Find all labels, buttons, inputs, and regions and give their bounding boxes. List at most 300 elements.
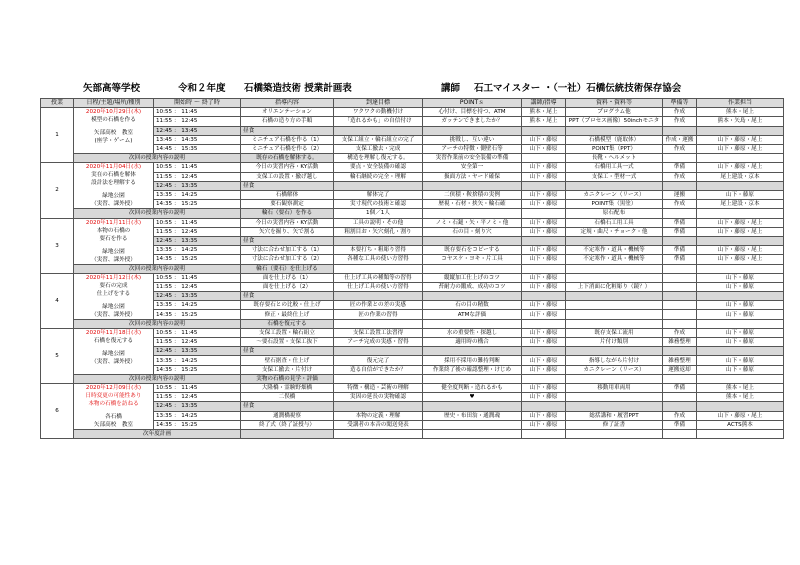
goal-cell: 造る自信ができたか？ xyxy=(334,365,423,374)
content-cell: 昼食 xyxy=(241,181,334,190)
points-cell: ATMな評価 xyxy=(423,310,522,319)
staff-cell xyxy=(522,292,566,301)
goal-cell: 受講者の本音の聞送発表 xyxy=(334,420,423,429)
lesson-number: 6 xyxy=(41,384,74,439)
worker-cell: 熊本・尾上 xyxy=(697,393,784,402)
goal-cell: 実因の延長の実物確認 xyxy=(334,393,423,402)
col-header-schedule: 日程/主題/場所/種別 xyxy=(74,99,154,108)
preparation-cell: 作成 xyxy=(663,117,697,126)
materials-cell: 原石配布 xyxy=(566,209,663,218)
next-class-label: 次回の授業内容の説明 xyxy=(74,209,241,218)
goal-cell: 構造を理解し復元する。 xyxy=(334,154,423,163)
col-header-staff: 講師/指導 xyxy=(522,99,566,108)
time-cell: 12:45 ： 13:35 xyxy=(154,292,241,301)
session-title: 実在の石橋を解体 設計法を理解する xyxy=(91,172,136,187)
materials-cell xyxy=(566,236,663,245)
lesson-number: 3 xyxy=(41,218,74,273)
materials-cell xyxy=(566,292,663,301)
materials-cell xyxy=(566,301,663,310)
content-cell: 既存要石との比較・仕上げ xyxy=(241,301,334,310)
materials-cell: 石橋模型（鹿取体） xyxy=(566,135,663,144)
materials-cell xyxy=(566,273,663,282)
staff-cell: 山下・藤原 xyxy=(522,282,566,291)
goal-cell: 特徴・構造・芸術の理解 xyxy=(334,384,423,393)
points-cell xyxy=(423,181,522,190)
content-cell: 石橋解体 xyxy=(241,190,334,199)
worker-cell xyxy=(697,319,784,328)
materials-cell xyxy=(566,264,663,273)
preparation-cell xyxy=(663,347,697,356)
points-cell xyxy=(423,126,522,135)
col-header-time: 開始時 ～ 終了時 xyxy=(154,99,241,108)
goal-cell xyxy=(334,374,423,383)
preparation-cell: 準備 xyxy=(663,255,697,264)
col-header-lesson: 授業 xyxy=(41,99,74,108)
time-cell: 14:35 ： 15:25 xyxy=(154,310,241,319)
goal-cell: 1個／1人 xyxy=(334,209,423,218)
session-info xyxy=(74,108,154,154)
content-cell: 輪石（要石）を作る xyxy=(241,209,334,218)
worker-cell: 山下・藤原・尾上 xyxy=(697,227,784,236)
materials-cell: 移動用車両用 xyxy=(566,384,663,393)
staff-cell: 山下・藤原 xyxy=(522,163,566,172)
preparation-cell xyxy=(663,301,697,310)
materials-cell xyxy=(566,181,663,190)
staff-cell: 山下・藤原 xyxy=(522,144,566,153)
content-cell: 修正・最終仕上げ xyxy=(241,310,334,319)
materials-cell: 定規・曲尺・チョーク・他 xyxy=(566,227,663,236)
table-row xyxy=(41,154,784,163)
materials-cell: 修了証書 xyxy=(566,420,663,429)
content-cell: オリエンテーション xyxy=(241,108,334,117)
materials-cell: 不定寒作・道具・機械等 xyxy=(566,255,663,264)
table-row xyxy=(41,264,784,273)
table-row xyxy=(41,319,784,328)
goal-cell: 「造れるかも」の自信付け xyxy=(334,117,423,126)
session-date: 2020年11月18日(水) xyxy=(85,329,142,336)
preparation-cell: 運搬 xyxy=(663,190,697,199)
content-cell: ミニチュア石橋を作る（2） xyxy=(241,144,334,153)
materials-cell: 石橋用工具一式 xyxy=(566,163,663,172)
col-header-points: POINTｓ xyxy=(423,99,522,108)
materials-cell: PPT（プロセス画像）50inchモニタ xyxy=(566,117,663,126)
points-cell xyxy=(423,402,522,411)
points-cell: 挑戦し、互い違い xyxy=(423,135,522,144)
session-place: 緑地公園 （実習、課外授） xyxy=(91,303,136,318)
content-cell: 矢穴を掘り、矢で割る xyxy=(241,227,334,236)
points-cell xyxy=(423,319,522,328)
session-place: 矢部高校 教室 (座学・ゲーム) xyxy=(93,130,134,145)
goal-cell: 仕上げ工具の使い方習得 xyxy=(334,282,423,291)
table-row xyxy=(41,163,784,172)
table-row xyxy=(41,328,784,337)
preparation-cell xyxy=(663,273,697,282)
staff-cell: 山下・藤原 xyxy=(522,246,566,255)
points-cell xyxy=(423,292,522,301)
content-cell: 今日の実習内容・KY活動 xyxy=(241,163,334,172)
points-cell xyxy=(423,209,522,218)
col-header-worker: 作業担当 xyxy=(697,99,784,108)
time-cell: 11:55 ： 12:45 xyxy=(154,117,241,126)
materials-cell: POINT集（PPT） xyxy=(566,144,663,153)
staff-cell: 山下・藤原 xyxy=(522,328,566,337)
goal-cell xyxy=(334,430,423,439)
preparation-cell xyxy=(663,393,697,402)
time-cell: 10:55 ： 11:45 xyxy=(154,218,241,227)
session-place: 緑地公園 （実習、課外授） xyxy=(91,350,136,365)
time-cell: 13:35 ： 14:25 xyxy=(154,190,241,199)
preparation-cell: 作成 xyxy=(663,172,697,181)
content-cell: 通潤橋視察 xyxy=(241,411,334,420)
content-cell: 寸法に合わせ加工する（1） xyxy=(241,246,334,255)
staff-cell: 山下・藤原 xyxy=(522,172,566,181)
goal-cell xyxy=(334,402,423,411)
table-row xyxy=(41,218,784,227)
session-info xyxy=(74,218,154,264)
materials-cell xyxy=(566,347,663,356)
time-cell: 10:55 ： 11:45 xyxy=(154,273,241,282)
col-header-content: 指導内容 xyxy=(241,99,334,108)
staff-cell: 山下・藤原 xyxy=(522,200,566,209)
time-cell: 10:55 ： 11:45 xyxy=(154,328,241,337)
worker-cell: 山下・藤原 xyxy=(697,356,784,365)
time-cell: 14:35 ： 15:25 xyxy=(154,255,241,264)
materials-cell: 上下消面に化粧彫り（鏡？） xyxy=(566,282,663,291)
preparation-cell xyxy=(663,292,697,301)
worker-cell: 山下・藤原・尾上 xyxy=(697,411,784,420)
lesson-number: 5 xyxy=(41,328,74,383)
materials-cell: POINT集（黒塗） xyxy=(566,200,663,209)
preparation-cell xyxy=(663,319,697,328)
points-cell: 石の目の精数 xyxy=(423,301,522,310)
time-cell: 11:55 ： 12:45 xyxy=(154,282,241,291)
session-date: 2020年11月12日(木) xyxy=(85,274,142,281)
col-header-goal: 到達目標 xyxy=(334,99,423,108)
preparation-cell xyxy=(663,282,697,291)
points-cell: コヤスケ・ヨキ・片工具 xyxy=(423,255,522,264)
staff-cell xyxy=(522,430,566,439)
worker-cell: 山下・藤原 xyxy=(697,338,784,347)
time-cell: 14:35 ： 15:25 xyxy=(154,200,241,209)
content-cell: 昼食 xyxy=(241,126,334,135)
session-place: 緑地公園 （実習、課外授） xyxy=(91,193,136,208)
worker-cell xyxy=(697,154,784,163)
content-cell: 面を仕上げる（1） xyxy=(241,273,334,282)
content-cell: 面を仕上げる（2） xyxy=(241,282,334,291)
session-info xyxy=(74,163,154,209)
goal-cell xyxy=(334,347,423,356)
staff-cell: 熊本・尾上 xyxy=(522,117,566,126)
time-cell: 13:35 ： 14:25 xyxy=(154,246,241,255)
worker-cell xyxy=(697,181,784,190)
materials-cell xyxy=(566,393,663,402)
preparation-cell xyxy=(663,402,697,411)
goal-cell: 支保工組立・輪石組立の完了 xyxy=(334,135,423,144)
staff-cell: 山下・藤原 xyxy=(522,356,566,365)
content-cell: 昼食 xyxy=(241,347,334,356)
content-cell: 昼食 xyxy=(241,402,334,411)
table-row xyxy=(41,209,784,218)
worker-cell: 山下・藤原・尾上 xyxy=(697,163,784,172)
materials-cell: カニクレーン（リース） xyxy=(566,365,663,374)
staff-cell: 山下・藤原 xyxy=(522,135,566,144)
goal-cell: 仕上げ工具の種類等の習得 xyxy=(334,273,423,282)
goal-cell: 本物の定義・理解 xyxy=(334,411,423,420)
points-cell: 心付け、目標を持つ、ATM xyxy=(423,108,522,117)
worker-cell xyxy=(697,374,784,383)
goal-cell: アーチ完成の実感・習得 xyxy=(334,338,423,347)
time-cell: 12:45 ： 13:35 xyxy=(154,402,241,411)
lesson-number: 4 xyxy=(41,273,74,328)
goal-cell: 要点・安全装備の確認 xyxy=(334,163,423,172)
content-cell xyxy=(241,430,334,439)
worker-cell: 山下・藤原 xyxy=(697,273,784,282)
content-cell: 大隆橋・霊験野畑橋 xyxy=(241,384,334,393)
lecturer-label: 講師 xyxy=(441,83,461,94)
session-info xyxy=(74,273,154,319)
school-name: 矢部高等学校 xyxy=(83,83,141,94)
table-row xyxy=(41,430,784,439)
staff-cell xyxy=(522,154,566,163)
document-title: 石橋築造技術 授業計画表 xyxy=(244,83,352,94)
staff-cell: 山下・藤原 xyxy=(522,411,566,420)
staff-cell xyxy=(522,236,566,245)
points-cell xyxy=(423,420,522,429)
preparation-cell xyxy=(663,154,697,163)
table-row xyxy=(41,108,784,117)
goal-cell: 解体完了 xyxy=(334,190,423,199)
time-cell: 11:55 ： 12:45 xyxy=(154,227,241,236)
goal-cell xyxy=(334,264,423,273)
staff-cell: 山下・藤原 xyxy=(522,338,566,347)
goal-cell: ワクワクの動機付け xyxy=(334,108,423,117)
time-cell: 12:45 ： 13:35 xyxy=(154,181,241,190)
lecturer-name: 石工マイスター ・（一社）石橋伝統技術保存協会 xyxy=(474,83,682,94)
preparation-cell: 準備 xyxy=(663,420,697,429)
staff-cell xyxy=(522,126,566,135)
session-info xyxy=(74,384,154,430)
staff-cell xyxy=(522,347,566,356)
worker-cell: 山下・藤原・尾上 xyxy=(697,135,784,144)
worker-cell xyxy=(697,292,784,301)
table-row xyxy=(41,273,784,282)
materials-cell xyxy=(566,319,663,328)
goal-cell: 本要打ち・粗彫り習得 xyxy=(334,246,423,255)
goal-cell xyxy=(334,181,423,190)
preparation-cell: 準備 xyxy=(663,218,697,227)
session-place: 各石橋 矢部高校 教室 xyxy=(93,414,134,428)
worker-cell: 山下・藤原・尾上 xyxy=(697,246,784,255)
worker-cell: 山下・藤原 xyxy=(697,365,784,374)
preparation-cell: 作成・運搬 xyxy=(663,135,697,144)
preparation-cell xyxy=(663,126,697,135)
content-cell: 既存の石橋を解体する。 xyxy=(241,154,334,163)
worker-cell: 尾上建設・京本 xyxy=(697,200,784,209)
goal-cell: 匠の作業との差の実感 xyxy=(334,301,423,310)
time-cell: 11:55 ： 12:45 xyxy=(154,338,241,347)
materials-cell xyxy=(566,430,663,439)
time-cell: 13:45 ： 14:35 xyxy=(154,135,241,144)
points-cell xyxy=(423,236,522,245)
content-cell: 支保工の設置・撤げ越し xyxy=(241,172,334,181)
points-cell: 水の重要性・探越し xyxy=(423,328,522,337)
points-cell: 二侠積・鞍捨積の実例 xyxy=(423,190,522,199)
staff-cell xyxy=(522,402,566,411)
next-class-label: 次回の授業内容の説明 xyxy=(74,319,241,328)
preparation-cell xyxy=(663,264,697,273)
staff-cell xyxy=(522,319,566,328)
session-title: 石橋を復元する xyxy=(93,337,134,344)
lesson-number: 1 xyxy=(41,108,74,163)
points-cell: 縦縦加工仕上げのコツ xyxy=(423,273,522,282)
worker-cell: 熊本・矢島・尾上 xyxy=(697,117,784,126)
points-cell: 歴視・石材・挟矢・輪石確 xyxy=(423,200,522,209)
content-cell: 昼食 xyxy=(241,236,334,245)
content-cell: 石橋の造り方の手順 xyxy=(241,117,334,126)
preparation-cell xyxy=(663,310,697,319)
content-cell: 今日の実習内容・KY活動 xyxy=(241,218,334,227)
goal-cell: 実寸現代の技術と確認 xyxy=(334,200,423,209)
session-title: 要石の完成 仕上げをする xyxy=(96,282,131,297)
points-cell xyxy=(423,347,522,356)
points-cell: 苔耐力の鍛成、成功のコツ xyxy=(423,282,522,291)
session-date: 2020年11月04日(水) xyxy=(85,164,142,171)
content-cell: 支保工撤去・片付け xyxy=(241,365,334,374)
worker-cell xyxy=(697,209,784,218)
preparation-cell: 作成 xyxy=(663,144,697,153)
content-cell: 〜要石設置・支保工抜下 xyxy=(241,338,334,347)
fiscal-year: 令和２年度 xyxy=(178,83,226,94)
points-cell: 適用時の構合 xyxy=(423,338,522,347)
goal-cell: 復元完了 xyxy=(334,356,423,365)
next-class-label: 次年度計画 xyxy=(74,430,241,439)
worker-cell xyxy=(697,264,784,273)
content-cell: 終了式（終了証授与） xyxy=(241,420,334,429)
table-row xyxy=(41,384,784,393)
worker-cell: 山下・藤原 xyxy=(697,301,784,310)
goal-cell xyxy=(334,126,423,135)
points-cell: 実習作業前の安全装備の準備 xyxy=(423,154,522,163)
goal-cell: 支保工撤去・完成 xyxy=(334,144,423,153)
preparation-cell: 作成 xyxy=(663,328,697,337)
time-cell: 12:45 ： 13:35 xyxy=(154,236,241,245)
preparation-cell: 準備 xyxy=(663,227,697,236)
staff-cell xyxy=(522,209,566,218)
worker-cell: 山下・藤原・尾上 xyxy=(697,218,784,227)
points-cell: 作業終了後の確認整理・けじめ xyxy=(423,365,522,374)
worker-cell xyxy=(697,347,784,356)
worker-cell xyxy=(697,126,784,135)
staff-cell: 山下・藤原 xyxy=(522,301,566,310)
points-cell: 健全度判断・造れるかも xyxy=(423,384,522,393)
staff-cell: 山下・藤原 xyxy=(522,273,566,282)
materials-cell: 石橋石工用工具 xyxy=(566,218,663,227)
staff-cell: 山下・藤原 xyxy=(522,255,566,264)
materials-cell xyxy=(566,310,663,319)
session-date: 2020年10月29日(木) xyxy=(85,109,142,116)
preparation-cell xyxy=(663,374,697,383)
next-class-label: 次回の授業内容の説明 xyxy=(74,264,241,273)
staff-cell: 山下・藤原 xyxy=(522,384,566,393)
worker-cell: 熊本・尾上 xyxy=(697,108,784,117)
content-cell: 二俣橋 xyxy=(241,393,334,402)
session-title: 本物の石橋の 要石を作る xyxy=(96,227,131,242)
content-cell: 石橋を復元する xyxy=(241,319,334,328)
worker-cell: 山下・藤原・尾上 xyxy=(697,144,784,153)
points-cell xyxy=(423,374,522,383)
goal-cell xyxy=(334,319,423,328)
staff-cell xyxy=(522,374,566,383)
worker-cell: 山下・藤原 xyxy=(697,328,784,337)
time-cell: 11:55 ： 12:45 xyxy=(154,393,241,402)
next-class-label: 次回の授業内容の説明 xyxy=(74,154,241,163)
worker-cell: 山下・藤原 xyxy=(697,190,784,199)
worker-cell xyxy=(697,402,784,411)
table-header-row xyxy=(41,99,784,108)
worker-cell xyxy=(697,236,784,245)
goal-cell: 工具の説明・その他 xyxy=(334,218,423,227)
content-cell: ミニチュア石橋を作る（1） xyxy=(241,135,334,144)
worker-cell: 熊本・尾上 xyxy=(697,384,784,393)
session-info xyxy=(74,328,154,374)
materials-cell: 支保工・型材一式 xyxy=(566,172,663,181)
preparation-cell: 雑務整理 xyxy=(663,356,697,365)
goal-cell xyxy=(334,292,423,301)
content-cell: 寸法に合わせ加工する（2） xyxy=(241,255,334,264)
goal-cell: 輪石継続の完全・理解 xyxy=(334,172,423,181)
preparation-cell xyxy=(663,181,697,190)
points-cell: 歴史・布田翁・通潤魂 xyxy=(423,411,522,420)
goal-cell: 粗割目お・矢穴刻孔・割り xyxy=(334,227,423,236)
preparation-cell xyxy=(663,209,697,218)
materials-cell: 総括講和・履習PPT xyxy=(566,411,663,420)
preparation-cell: 準備 xyxy=(663,163,697,172)
preparation-cell: 雑務整理 xyxy=(663,338,697,347)
materials-cell: 指導しながら片付け xyxy=(566,356,663,365)
content-cell: 昼食 xyxy=(241,292,334,301)
materials-cell: プログラム他 xyxy=(566,108,663,117)
worker-cell: ACTS熊本 xyxy=(697,420,784,429)
session-date-note: 日時変更の可能性あり 本物の石橋を訪ねる xyxy=(85,393,142,407)
worker-cell: 山下・藤原 xyxy=(697,282,784,291)
lesson-number: 2 xyxy=(41,163,74,218)
worker-cell: 尾上建設・京本 xyxy=(697,172,784,181)
staff-cell xyxy=(522,181,566,190)
preparation-cell: 作成 xyxy=(663,411,697,420)
points-cell: アーチの特徴・側壁石等 xyxy=(423,144,522,153)
preparation-cell: 運搬返却 xyxy=(663,365,697,374)
col-header-materials: 資料・資料等 xyxy=(566,99,663,108)
session-title: 模型の石橋を作る xyxy=(91,117,136,124)
materials-cell: カニクレーン（リース） xyxy=(566,190,663,199)
time-cell: 12:45 ： 13:45 xyxy=(154,126,241,135)
materials-cell: 片付け類別 xyxy=(566,338,663,347)
points-cell: 石の目・刻り穴 xyxy=(423,227,522,236)
time-cell: 12:45 ： 13:35 xyxy=(154,347,241,356)
staff-cell: 山下・藤原 xyxy=(522,393,566,402)
staff-cell: 山下・藤原 xyxy=(522,310,566,319)
content-cell: 壁石据査・仕上げ xyxy=(241,356,334,365)
goal-cell: 各種な工具の使い方習得 xyxy=(334,255,423,264)
content-cell: 支保工設置・輪石組立 xyxy=(241,328,334,337)
time-cell: 14:35 ： 15:25 xyxy=(154,365,241,374)
goal-cell: 匠の作業の習得 xyxy=(334,310,423,319)
time-cell: 13:35 ： 14:25 xyxy=(154,411,241,420)
materials-cell: 不定寒作・道具・機械等 xyxy=(566,246,663,255)
col-header-preparation: 準備等 xyxy=(663,99,697,108)
session-date: 2020年11月11日(水) xyxy=(85,219,142,226)
goal-cell xyxy=(334,236,423,245)
